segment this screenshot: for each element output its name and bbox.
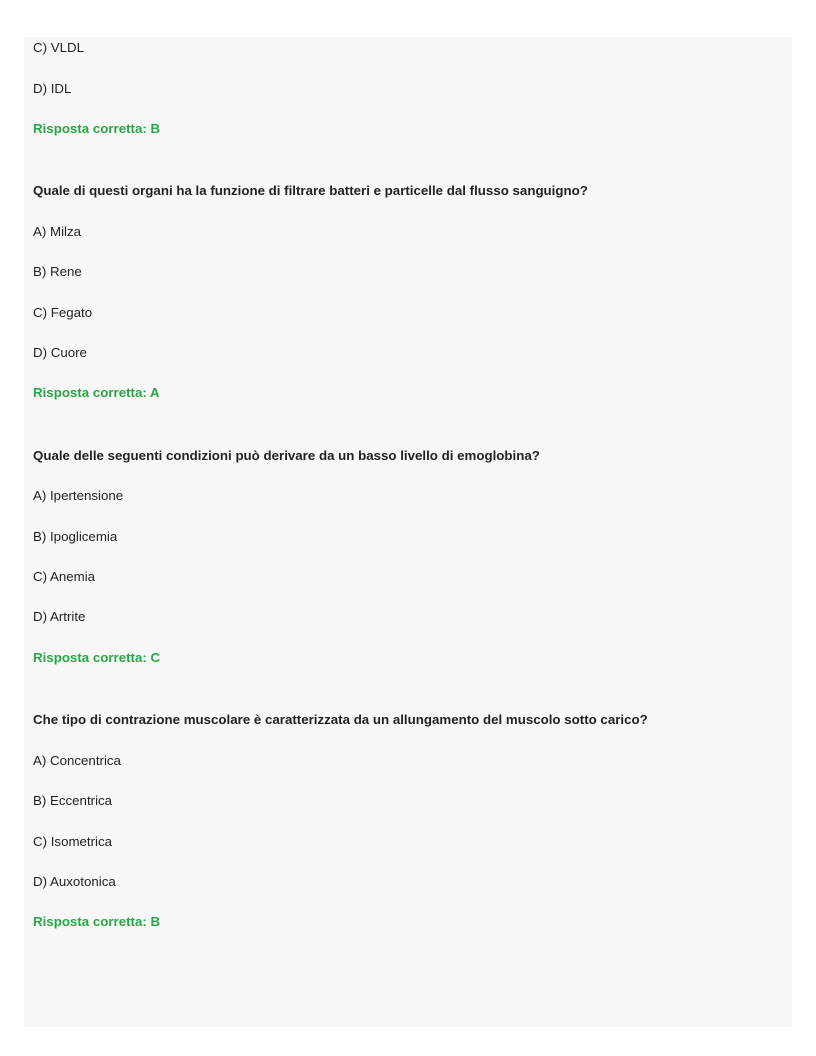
quiz-card — [24, 37, 792, 1027]
correct-answer: Risposta corretta: B — [33, 121, 161, 136]
option-c: C) Anemia — [33, 569, 96, 584]
correct-answer: Risposta corretta: C — [33, 650, 161, 665]
option-b: B) Ipoglicemia — [33, 529, 118, 544]
option-d: D) IDL — [33, 81, 72, 96]
option-d: D) Auxotonica — [33, 874, 116, 889]
option-c: C) Fegato — [33, 305, 93, 320]
question-text: Quale delle seguenti condizioni può derivare da un basso livello di emoglobina? — [33, 448, 540, 463]
option-b: B) Rene — [33, 264, 82, 279]
question-text: Che tipo di contrazione muscolare è caratterizzata da un allungamento del muscolo sotto carico? — [33, 712, 648, 727]
correct-answer: Risposta corretta: A — [33, 385, 160, 400]
option-d: D) Artrite — [33, 609, 86, 624]
option-a: A) Concentrica — [33, 753, 121, 768]
correct-answer: Risposta corretta: B — [33, 914, 161, 929]
option-a: A) Ipertensione — [33, 488, 124, 503]
option-c: C) VLDL — [33, 40, 84, 55]
option-c: C) Isometrica — [33, 834, 113, 849]
question-text: Quale di questi organi ha la funzione di filtrare batteri e particelle dal flusso sanguigno? — [33, 183, 588, 198]
option-a: A) Milza — [33, 224, 82, 239]
option-b: B) Eccentrica — [33, 793, 113, 808]
option-d: D) Cuore — [33, 345, 87, 360]
